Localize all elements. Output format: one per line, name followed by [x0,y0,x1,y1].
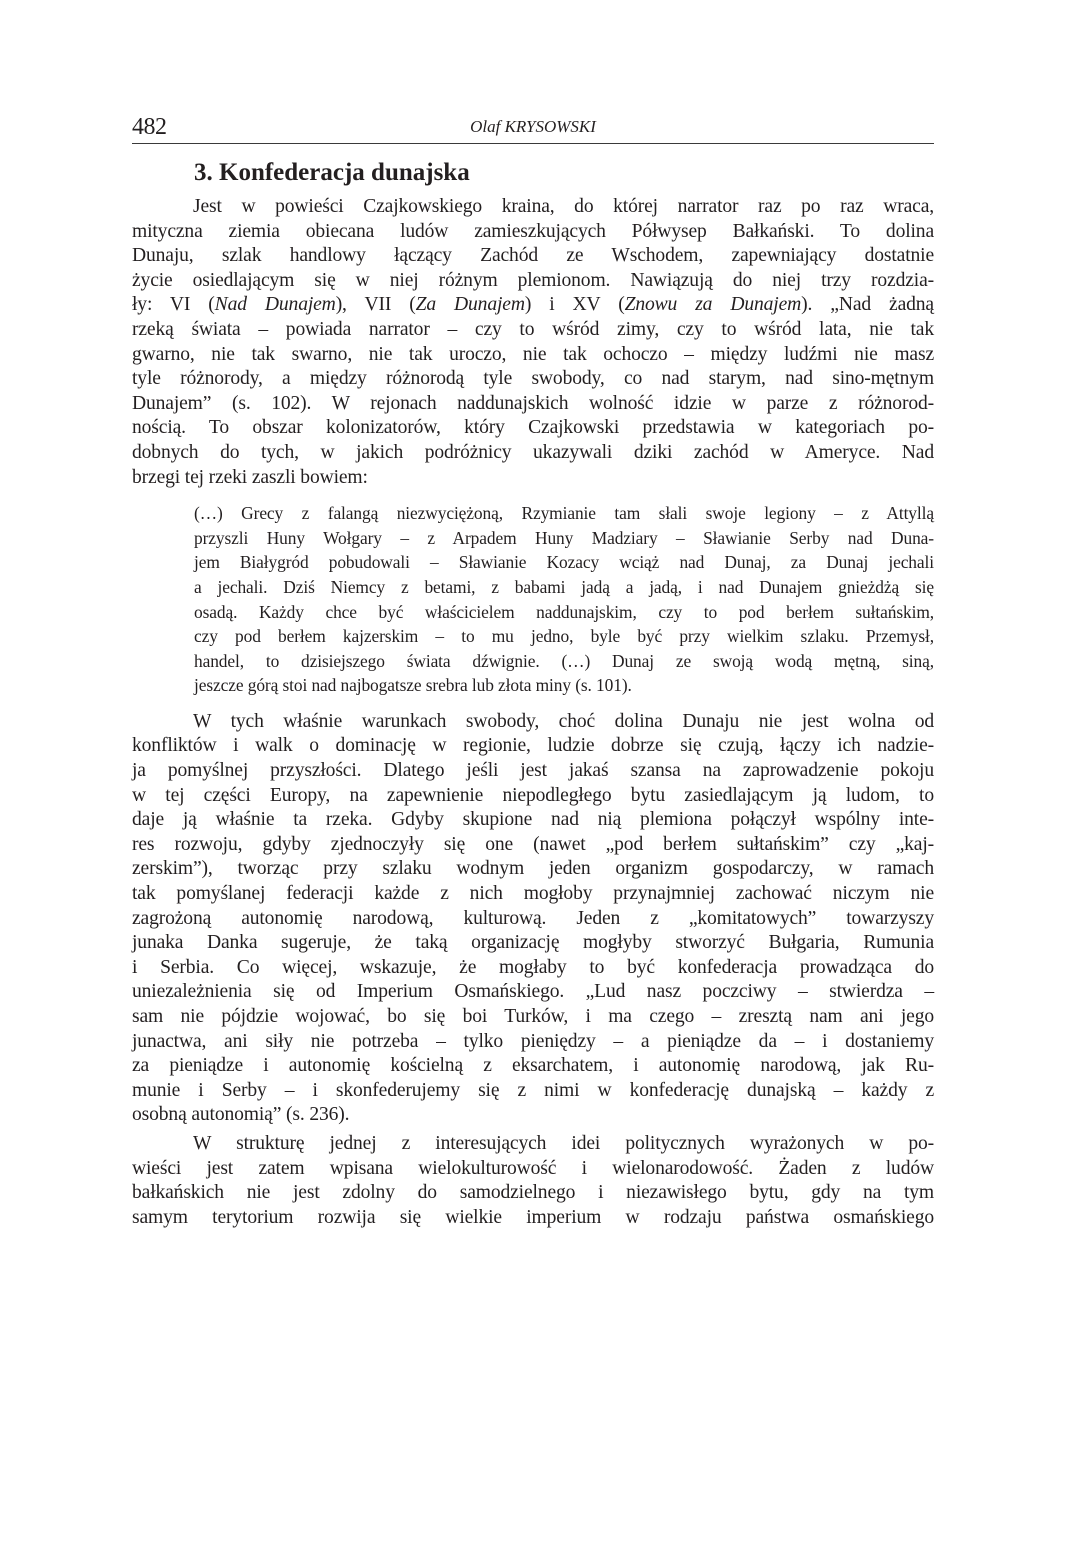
text-line: Dunajem” (s. 102). W rejonach naddunajskich wolność idzie w parze z różnorod- [132,392,934,414]
chapter-title-italic: Znowu za Dunajem [624,294,802,316]
text-line: uniezależnienia się od Imperium Osmańskiego. „Lud nasz poczciwy – stwierdza – [132,981,934,1003]
quote-line: przyszli Huny Wołgary – z Arpadem Huny Madziary – Sławianie Serby nad Duna- [194,527,934,548]
text-line: mityczna ziemia obiecana ludów zamieszkujących Półwysep Bałkański. To dolina [132,220,934,242]
text-line: osobną autonomią” (s. 236). [132,1104,350,1126]
text-line: życie osiedlającym się w niej różnym plemionom. Nawiązują do niej trzy rozdzia- [132,269,934,291]
text-line: zerskim”), tworząc przy szlaku wodnym jeden organizm gospodarczy, w ramach [132,858,934,880]
page-number: 482 [132,114,167,140]
text-line: dobnych do tych, w jakich podróżnicy ukazywali dziki zachód w Ameryce. Nad [132,441,934,463]
text-line: tyle różnorody, a między różnorodą tyle swobody, co nad starym, nad sino-mętnym [132,368,934,390]
text-fragment: ). „Nad żadną [801,294,934,316]
quote-line: handel, to dzisiejszego świata dźwignie. (…) Dunaj ze swoją wodą mętną, siną, [194,650,934,671]
quote-line: czy pod berłem kajzerskim – to mu jedno, byle być przy wielkim szlaku. Przemysł, [194,626,934,647]
quote-line: jem Białygród pobudowali – Sławianie Kozacy wciąż nad Dunaj, za Dunaj jechali [194,552,934,573]
text-line: rzeką świata – powiada narrator – czy to wśród zimy, czy to wśród lata, nie tak [132,318,934,340]
text-line: sam nie pójdzie wojować, bo się boi Turków, i ma czego – zresztą nam ani jego [132,1006,934,1027]
block-quote [194,501,934,698]
text-line: junactwa, ani siły nie potrzeba – tylko pieniędzy – a pieniądze da – i dostaniemy [132,1030,934,1052]
text-line: Dunaju, szlak handlowy łączący Zachód ze Wschodem, zapewniający dostatnie [132,245,934,267]
text-line: nością. To obszar kolonizatorów, który Czajkowski przedstawia w kategoriach po- [132,417,934,439]
text-line: munie i Serby – i skonfederujemy się z nimi w konfederację dunajską – każdy z [132,1079,934,1101]
text-line: daje ją właśnie ta rzeka. Gdyby skupione nad nią plemiona połączył wspólny inte- [132,809,934,831]
body-text [132,195,934,1230]
quote-line: a jechali. Dziś Niemcy z betami, z babami jadą a jadą, i nad Dunajem gnieżdżą się [194,576,934,597]
text-line-with-chapter-titles [132,293,934,318]
text-line: res rozwoju, gdyby zjednoczyły się one (nawet „pod berłem sułtańskim” czy „kaj- [132,833,934,855]
chapter-title-italic: Nad Dunajem [214,294,336,316]
quote-line: jeszcze górą stoi nad najbogatsze srebra lub złota miny (s. 101). [194,675,632,696]
text-line: brzegi tej rzeki zaszli bowiem: [132,466,368,488]
text-line: samym terytorium rozwija się wielkie imperium w rodzaju państwa osmańskiego [132,1206,934,1228]
quote-line: osadą. Każdy chce być właścicielem naddunajskim, czy to pod berłem sułtańskim, [194,601,934,622]
text-line: tak pomyślanej federacji każde z nich mogłoby przynajmniej zachować niczym nie [132,883,934,905]
paragraph-3 [132,1132,934,1230]
text-line: zagrożoną autonomię narodową, kulturową. Jeden z „komitatowych” towarzyszy [132,907,934,929]
text-line: w tej części Europy, na zapewnienie niepodległego bytu zasiedlającym ją ludom, to [132,784,934,806]
text-line: wieści jest zatem wpisana wielokulturowość i wielonarodowość. Żaden z ludów [132,1157,934,1179]
text-line: junaka Danka sugeruje, że taką organizację mogłyby stworzyć Bułgaria, Rumunia [132,932,934,954]
running-header [132,112,934,144]
text-line: i Serbia. Co więcej, wskazuje, że mogłaby to być konfederacja prowadząca do [132,956,934,978]
text-line: bałkańskich nie jest zdolny do samodzielnego i niezawisłego bytu, gdy na tym [132,1182,934,1204]
running-author: Olaf KRYSOWSKI [470,117,596,136]
text-line: ja pomyślnej przyszłości. Dlatego jeśli jest jakaś szansa na zaprowadzenie pokoju [132,760,934,782]
text-fragment: ) i XV ( [524,294,625,316]
text-line: gwarno, nie tak swarno, nie tak uroczo, nie tak ochoczo – między ludźmi nie masz [132,343,934,365]
quote-line: (…) Grecy z falangą niezwyciężoną, Rzymianie tam słali swoje legiony – z Attyllą [194,503,934,524]
chapter-title-italic: Za Dunajem [415,294,525,316]
section-title: 3. Konfederacja dunajska [194,159,470,186]
text-line: W strukturę jednej z interesujących idei politycznych wyrażonych w po- [193,1132,934,1154]
text-fragment: ły: VI ( [132,294,215,316]
paragraph-2 [132,710,934,1128]
text-fragment: ), VII ( [335,294,416,316]
text-line: W tych właśnie warunkach swobody, choć dolina Dunaju nie jest wolna od [193,710,934,732]
text-line: Jest w powieści Czajkowskiego kraina, do której narrator raz po raz wraca, [193,196,934,217]
paragraph-1 [132,195,934,490]
text-line: konfliktów i walk o dominację w regionie, ludzie dobrze się czują, łączy ich nadzie- [132,735,934,757]
document-page [132,112,934,1230]
text-line: za pieniądze i autonomię kościelną z eksarchatem, i autonomię narodową, jak Ru- [132,1055,934,1077]
